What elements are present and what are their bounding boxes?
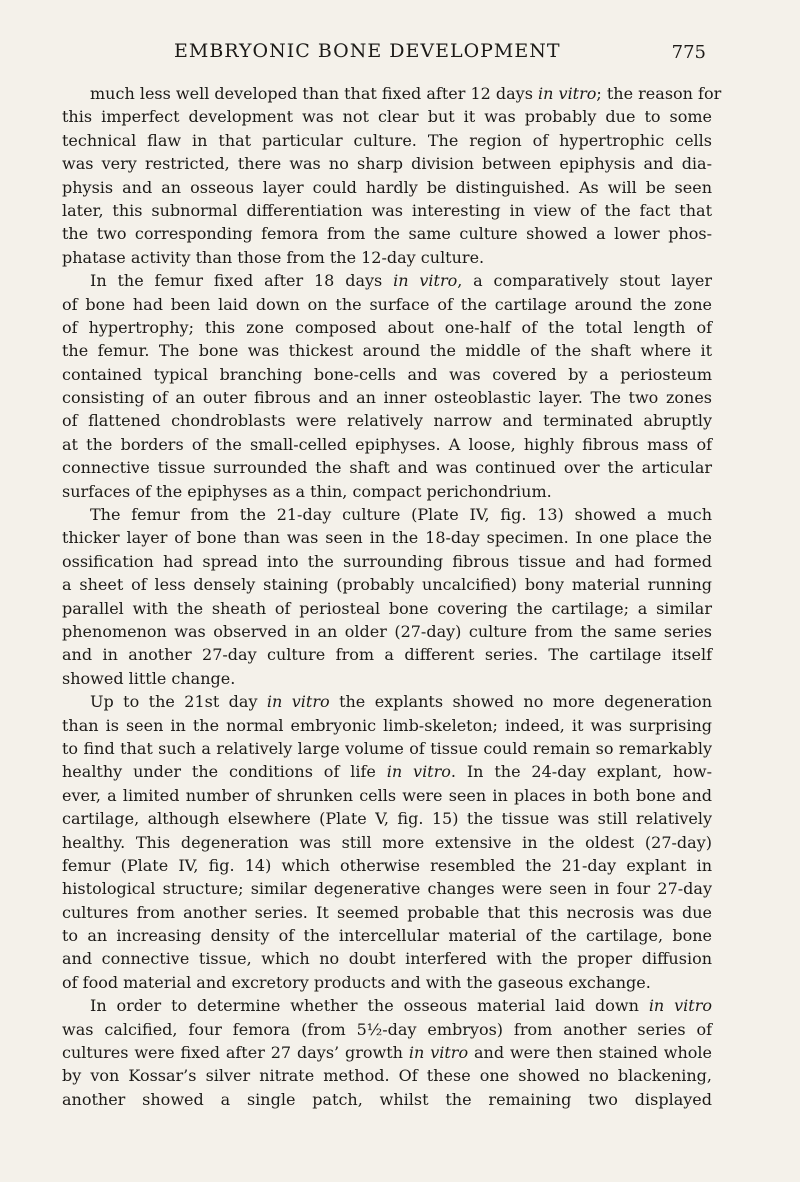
body-text (62, 82, 722, 1111)
italic-term: in vitro (386, 762, 451, 782)
text-line: much less well developed than that fixed after 12 days in vitro; the reason for (90, 84, 722, 103)
text-line: and in another 27-day culture from a different series. The cartilage itself (62, 645, 712, 665)
text-line: surfaces of the epiphyses as a thin, compact perichondrium. (62, 481, 552, 501)
text-line: femur (Plate IV, fig. 14) which otherwise resembled the 21-day explant in (62, 855, 712, 875)
text-line: cultures from another series. It seemed probable that this necrosis was due (62, 902, 712, 922)
text-line: later, this subnormal differentiation was interesting in view of the fact that (62, 200, 712, 220)
italic-term: in vitro (408, 1043, 469, 1063)
page-title: EMBRYONIC BONE DEVELOPMENT (174, 40, 561, 62)
paragraph (62, 503, 712, 690)
text-line: to find that such a relatively large volume of tissue could remain so remarkably (62, 738, 712, 758)
text-line: was calcified, four femora (from 5½-day embryos) from another series of (62, 1019, 712, 1039)
text-line: by von Kossar’s silver nitrate method. Of these one showed no blackening, (62, 1066, 712, 1086)
text-line: of food material and excretory products and with the gaseous exchange. (62, 972, 651, 992)
text-line: a sheet of less densely staining (probably uncalcified) bony material running (62, 575, 712, 595)
text-line: healthy under the conditions of life in vitro. In the 24-day explant, how- (62, 762, 713, 782)
italic-term: in vitro (393, 271, 458, 291)
paragraph (62, 690, 712, 994)
text-line: cartilage, although elsewhere (Plate V, fig. 15) the tissue was still relatively (62, 809, 712, 829)
text-line: physis and an osseous layer could hardly be distinguished. As will be seen (62, 177, 712, 197)
text-line: ossification had spread into the surrounding fibrous tissue and had formed (62, 551, 712, 571)
text-line: than is seen in the normal embryonic limb-skeleton; indeed, it was surprising (62, 715, 712, 735)
text-line: the two corresponding femora from the same culture showed a lower phos- (62, 224, 712, 244)
text-line: thicker layer of bone than was seen in the 18-day specimen. In one place the (62, 528, 712, 548)
text-line: consisting of an outer fibrous and an inner osteoblastic layer. The two zones (62, 388, 712, 408)
text-line: and connective tissue, which no doubt interfered with the proper diffusion (62, 949, 712, 969)
running-head (62, 40, 712, 70)
paragraph (62, 269, 712, 503)
text-line: In the femur fixed after 18 days in vitro, a comparatively stout layer (90, 271, 713, 291)
book-page (62, 40, 722, 1111)
italic-term: in vitro (538, 84, 597, 103)
text-line: the femur. The bone was thickest around the middle of the shaft where it (62, 341, 712, 361)
text-line: contained typical branching bone-cells and was covered by a periosteum (62, 364, 712, 384)
text-line: phatase activity than those from the 12-day culture. (62, 247, 485, 267)
text-line: In order to determine whether the osseous material laid down in vitro (90, 996, 713, 1016)
text-line: was very restricted, there was no sharp division between epiphysis and dia- (62, 154, 712, 174)
text-line: ever, a limited number of shrunken cells were seen in places in both bone and (62, 785, 712, 805)
paragraph (62, 994, 712, 1111)
paragraph (62, 82, 722, 269)
text-line: of flattened chondroblasts were relatively narrow and terminated abruptly (62, 411, 712, 431)
text-line: parallel with the sheath of periosteal bone covering the cartilage; a similar (62, 598, 712, 618)
text-line: of hypertrophy; this zone composed about one-half of the total length of (62, 317, 712, 337)
text-line: at the borders of the small-celled epiphyses. A loose, highly fibrous mass of (62, 434, 712, 454)
text-line: The femur from the 21-day culture (Plate IV, fig. 13) showed a much (90, 505, 712, 525)
text-line: another showed a single patch, whilst the remaining two displayed (62, 1089, 712, 1109)
text-line: to an increasing density of the intercellular material of the cartilage, bone (62, 926, 712, 946)
text-line: phenomenon was observed in an older (27-day) culture from the same series (62, 621, 712, 641)
text-line: connective tissue surrounded the shaft and was continued over the articular (62, 458, 712, 478)
italic-term: in vitro (266, 692, 330, 712)
text-line: this imperfect development was not clear but it was probably due to some (62, 107, 712, 127)
text-line: histological structure; similar degenerative changes were seen in four 27-day (62, 879, 712, 899)
page-number: 775 (671, 42, 706, 63)
text-line: Up to the 21st day in vitro the explants showed no more degeneration (90, 692, 712, 712)
italic-term: in vitro (648, 996, 713, 1016)
text-line: technical flaw in that particular culture. The region of hypertrophic cells (62, 130, 712, 150)
text-line: of bone had been laid down on the surface of the cartilage around the zone (62, 294, 712, 314)
text-line: cultures were fixed after 27 days’ growth in vitro and were then stained whole (62, 1043, 713, 1063)
text-line: healthy. This degeneration was still more extensive in the oldest (27-day) (62, 832, 712, 852)
text-line: showed little change. (62, 668, 236, 688)
